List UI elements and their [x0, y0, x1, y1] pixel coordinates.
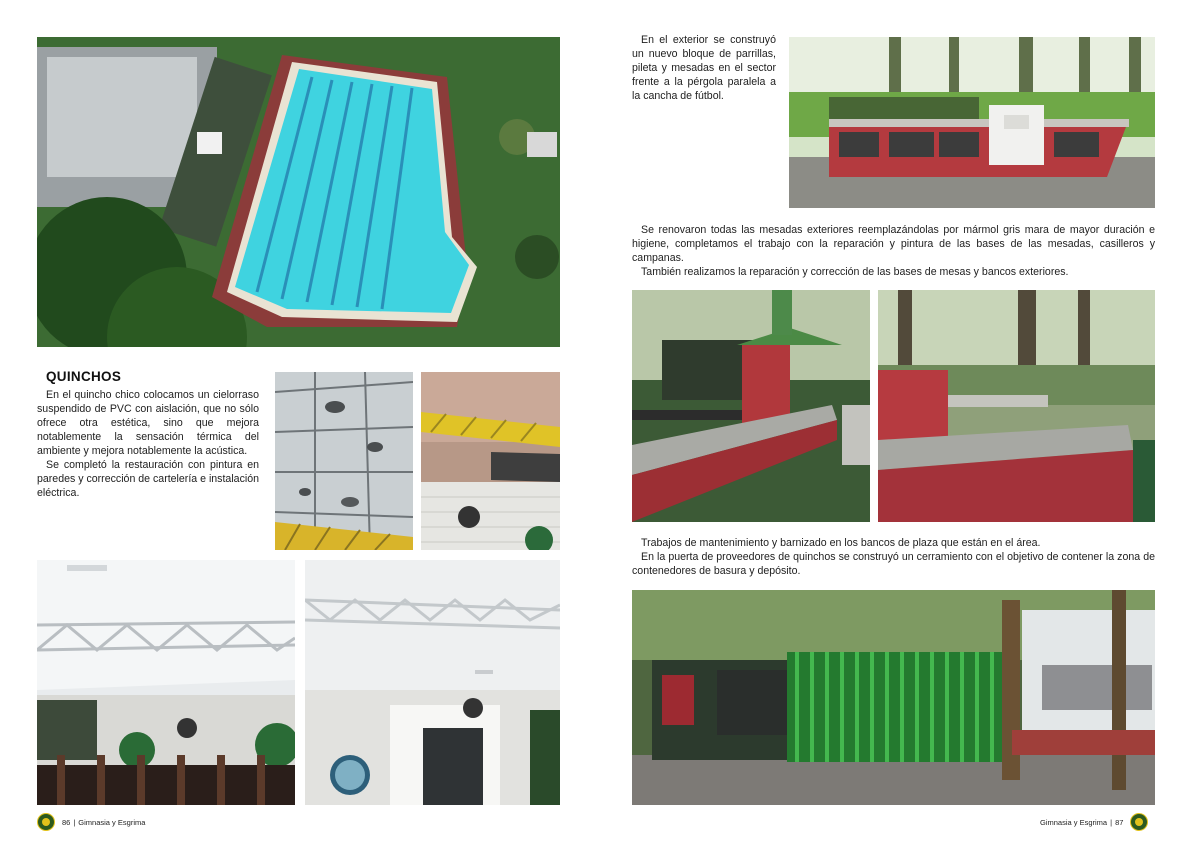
- left-footer: [37, 812, 145, 832]
- grill-paragraph: En el exterior se construyó un nuevo bloque de parrillas, pileta y mesadas en el sector frente a la pérgola paralela a la cancha de fútbol.: [632, 34, 776, 102]
- insulation-ceiling-photo: [421, 372, 560, 550]
- club-crest-icon: [37, 813, 55, 831]
- marble-tables-photo: [878, 290, 1155, 522]
- enclosure-paragraph: En la puerta de proveedores de quinchos se construyó un cerramiento con el objetivo de contener la zona de contenedores de basura y depósito.: [632, 551, 1155, 577]
- page-number-left: 86: [62, 817, 71, 827]
- renovated-entrance-photo: [305, 560, 560, 805]
- maintenance-text: [632, 536, 1155, 578]
- renovated-hall-photo: [37, 560, 295, 805]
- publication-name-left: Gimnasia y Esgrima: [78, 817, 146, 827]
- bench-repair-paragraph: También realizamos la reparación y corrección de las bases de mesas y bancos exteriores.: [641, 266, 1069, 278]
- aerial-pool-photo: [37, 37, 560, 347]
- section-title: QUINCHOS: [46, 369, 122, 384]
- countertop-text: [632, 223, 1155, 279]
- varnish-paragraph: Trabajos de mantenimiento y barnizado en los bancos de plaza que están en el área.: [641, 537, 1041, 549]
- green-fence-enclosure-photo: [632, 590, 1155, 805]
- countertop-paragraph: Se renovaron todas las mesadas exteriores reemplazándolas por mármol gris mara de mayor duración e higiene, completamos el trabajo con la reparación y pintura de las bases de las mesadas, casilleros y campanas.: [632, 224, 1155, 264]
- club-crest-icon: [1130, 813, 1148, 831]
- quinchos-paragraph-2: Se completó la restauración con pintura en paredes y corrección de cartelería e instalación eléctrica.: [37, 459, 259, 499]
- footer-separator-right: |: [1110, 817, 1113, 827]
- publication-name-right: Gimnasia y Esgrima: [1040, 817, 1108, 827]
- right-footer: [1040, 812, 1148, 832]
- marble-countertop-photo: [632, 290, 870, 522]
- quinchos-paragraph-1: En el quincho chico colocamos un cielorraso suspendido de PVC con aislación, que no sólo ofrece otra estética, sino que mejora notablemente la sensación térmica del ambiente y mejora notablemente la acústica.: [37, 389, 259, 457]
- damaged-ceiling-photo: [275, 372, 413, 550]
- grill-block-text: [632, 33, 776, 103]
- footer-separator-left: |: [73, 817, 76, 827]
- page-number-right: 87: [1115, 817, 1124, 827]
- quinchos-body-text: [37, 388, 259, 500]
- grill-block-photo: [789, 37, 1155, 208]
